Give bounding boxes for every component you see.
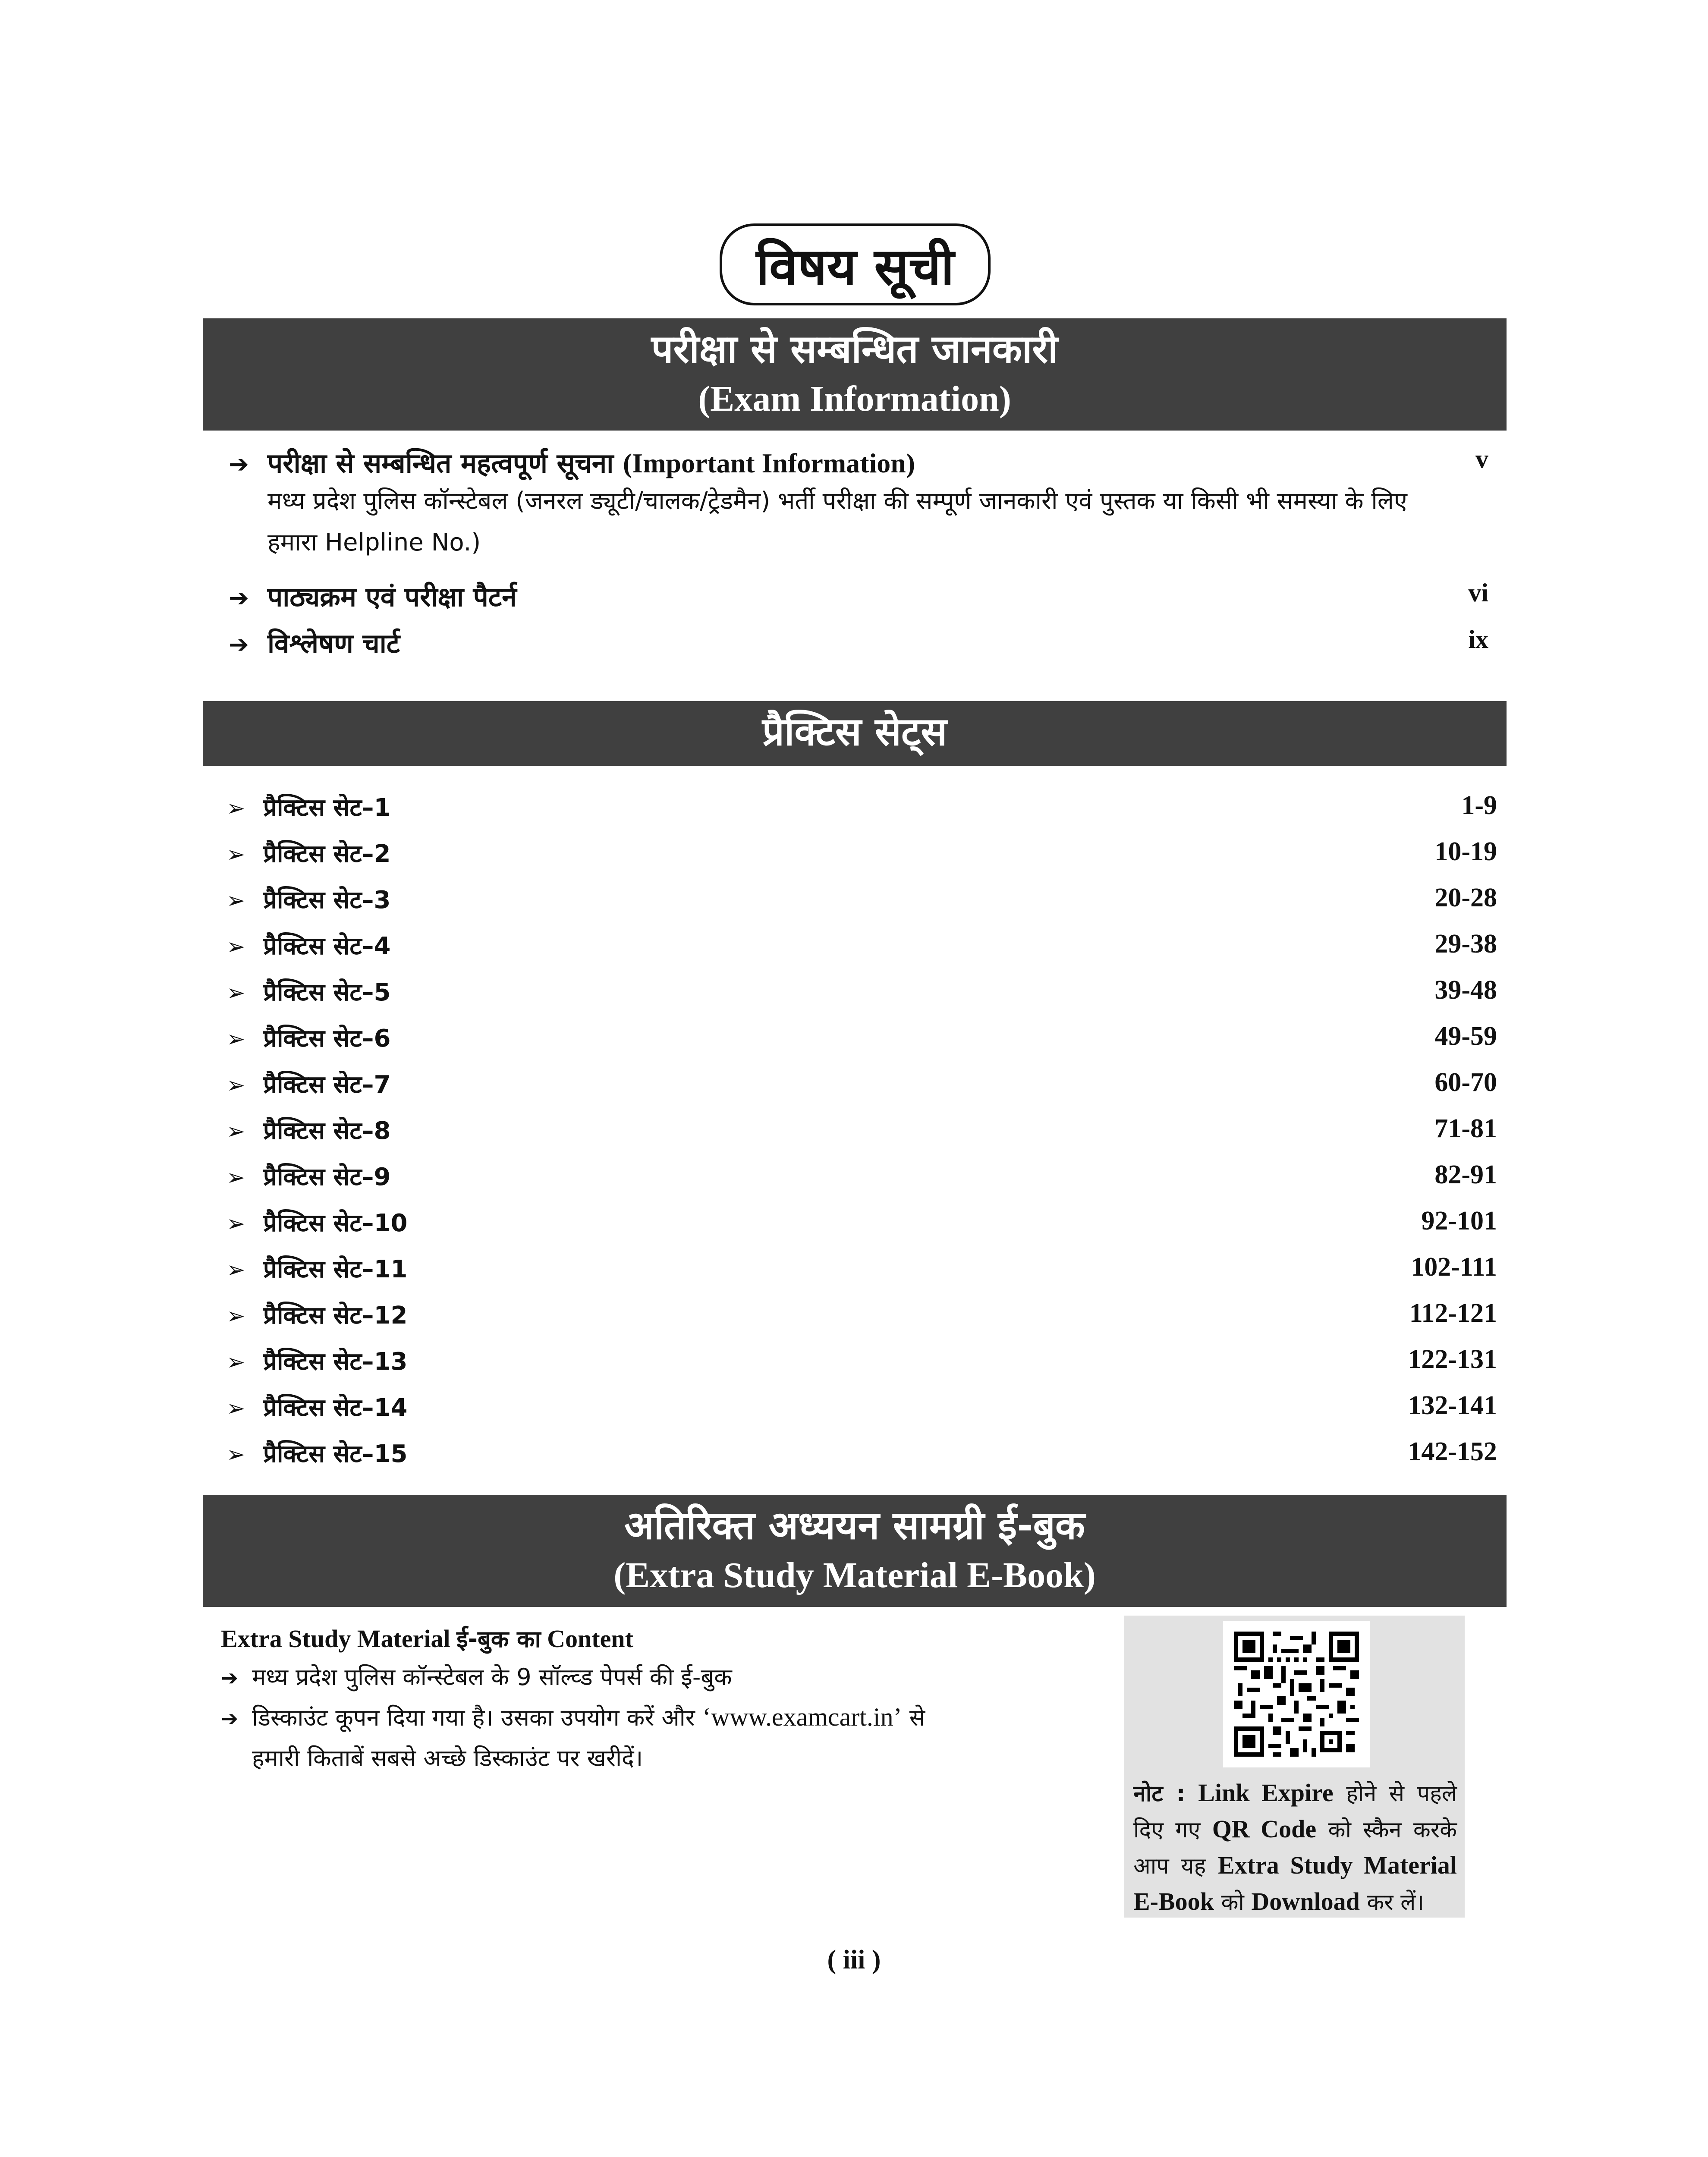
- toc-entry-practice-set-3[interactable]: [226, 883, 1497, 921]
- toc-entry-practice-set-15[interactable]: [226, 1437, 1497, 1475]
- toc-entry-practice-set-14[interactable]: [226, 1390, 1497, 1429]
- extra-content-item-discount: ➔ डिस्काउंट कूपन दिया गया है। उसका उपयोग करें और ‘www.examcart.in’ से हमारी किताबें सबसे अच्छे डिस्काउंट पर खरीदें।: [221, 1697, 1075, 1778]
- toc-entry-practice-set-4[interactable]: [226, 929, 1497, 968]
- entry-page-range: 122-131: [1408, 1345, 1497, 1374]
- entry-page-range: 60-70: [1434, 1068, 1497, 1097]
- entry-title: प्रैक्टिस सेट–3: [263, 886, 391, 914]
- toc-entry-practice-set-5[interactable]: [226, 975, 1497, 1014]
- extra-material-header: [203, 1495, 1507, 1607]
- arrowhead-icon: ➢: [226, 1072, 245, 1098]
- exam-info-heading-hindi: परीक्षा से सम्बन्धित जानकारी: [651, 327, 1058, 372]
- entry-page-range: 71-81: [1434, 1114, 1497, 1143]
- arrowhead-icon: ➢: [226, 1257, 245, 1283]
- qr-download-note: नोट : Link Expire होने से पहले दिए गए QR Code को स्कैन करके आप यह Extra Study Material E-Book को Download कर लें।: [1133, 1779, 1457, 1915]
- toc-entry-practice-set-6[interactable]: [226, 1021, 1497, 1060]
- toc-entry-practice-set-1[interactable]: [226, 790, 1497, 829]
- entry-page-number: ix: [1468, 625, 1488, 654]
- toc-entry-practice-set-13[interactable]: [226, 1344, 1497, 1383]
- entry-page-range: 92-101: [1421, 1206, 1497, 1236]
- arrowhead-icon: ➢: [226, 1303, 245, 1329]
- examcart-url-link[interactable]: ‘www.examcart.in’: [702, 1703, 902, 1731]
- entry-page-range: 82-91: [1434, 1160, 1497, 1189]
- arrow-right-icon: ➔: [229, 631, 249, 659]
- arrow-right-icon: ➔: [221, 1707, 239, 1731]
- entry-page-range: 132-141: [1408, 1391, 1497, 1420]
- arrowhead-icon: ➢: [226, 842, 245, 868]
- entry-title: प्रैक्टिस सेट–1: [263, 794, 391, 822]
- toc-entry-practice-set-7[interactable]: [226, 1067, 1497, 1106]
- entry-title: पाठ्यक्रम एवं परीक्षा पैटर्न: [267, 581, 517, 613]
- entry-title: प्रैक्टिस सेट–9: [263, 1163, 391, 1191]
- entry-page-range: 49-59: [1434, 1022, 1497, 1051]
- arrowhead-icon: ➢: [226, 1396, 245, 1421]
- toc-entry-practice-set-9[interactable]: [226, 1160, 1497, 1198]
- entry-page-range: 102-111: [1411, 1252, 1497, 1282]
- qr-code-panel: [1124, 1616, 1465, 1918]
- entry-title: प्रैक्टिस सेट–4: [263, 932, 391, 960]
- entry-page-number: v: [1475, 445, 1488, 473]
- toc-entry-practice-set-12[interactable]: [226, 1298, 1497, 1337]
- toc-entry-practice-set-10[interactable]: [226, 1206, 1497, 1245]
- entry-page-number: vi: [1468, 579, 1488, 607]
- entry-title: प्रैक्टिस सेट–14: [263, 1394, 408, 1422]
- entry-title: प्रैक्टिस सेट–6: [263, 1025, 391, 1053]
- entry-title: प्रैक्टिस सेट–15: [263, 1440, 408, 1468]
- entry-page-range: 20-28: [1434, 883, 1497, 912]
- entry-page-range: 1-9: [1461, 791, 1497, 820]
- entry-description: मध्य प्रदेश पुलिस कॉन्स्टेबल (जनरल ड्यूटी/चालक/ट्रेडमैन) भर्ती परीक्षा की सम्पूर्ण जानकारी एवं पुस्तक या किसी भी समस्या के लिए हमारा Helpline No.): [267, 487, 1407, 557]
- arrowhead-icon: ➢: [226, 888, 245, 914]
- arrowhead-icon: ➢: [226, 1119, 245, 1145]
- arrowhead-icon: ➢: [226, 796, 245, 821]
- qr-code-icon: [1234, 1632, 1359, 1757]
- extra-content-item-solved-papers: ➔ मध्य प्रदेश पुलिस कॉन्स्टेबल के 9 सॉल्व्ड पेपर्स की ई-बुक: [221, 1657, 1075, 1698]
- extra-material-heading-english: (Extra Study Material E-Book): [613, 1555, 1096, 1595]
- entry-title: प्रैक्टिस सेट–10: [263, 1209, 408, 1237]
- entry-page-range: 112-121: [1409, 1299, 1497, 1328]
- extra-content-title: Extra Study Material ई-बुक का Content: [221, 1625, 633, 1653]
- arrow-right-icon: ➔: [221, 1666, 239, 1690]
- toc-entry-syllabus[interactable]: [229, 578, 1488, 614]
- arrowhead-icon: ➢: [226, 1349, 245, 1375]
- entry-title: प्रैक्टिस सेट–12: [263, 1302, 408, 1330]
- exam-info-heading-english: (Exam Information): [698, 379, 1011, 419]
- arrow-right-icon: ➔: [229, 584, 249, 612]
- entry-title: प्रैक्टिस सेट–13: [263, 1348, 408, 1376]
- toc-entry-important-info[interactable]: [229, 444, 1488, 563]
- arrowhead-icon: ➢: [226, 934, 245, 960]
- page-title: विषय सूची: [720, 223, 991, 305]
- entry-title: प्रैक्टिस सेट–7: [263, 1071, 391, 1099]
- entry-page-range: 10-19: [1434, 837, 1497, 866]
- practice-sets-header: [203, 701, 1507, 766]
- toc-entry-practice-set-11[interactable]: [226, 1252, 1497, 1291]
- arrowhead-icon: ➢: [226, 1442, 245, 1468]
- entry-page-range: 142-152: [1408, 1437, 1497, 1466]
- entry-title: प्रैक्टिस सेट–5: [263, 978, 391, 1006]
- practice-sets-heading: प्रैक्टिस सेट्स: [762, 709, 947, 755]
- toc-entry-practice-set-2[interactable]: [226, 836, 1497, 875]
- qr-code[interactable]: [1223, 1621, 1370, 1767]
- arrowhead-icon: ➢: [226, 1026, 245, 1052]
- entry-page-range: 29-38: [1434, 929, 1497, 959]
- exam-info-header: [203, 318, 1507, 431]
- entry-title: विश्लेषण चार्ट: [267, 628, 400, 659]
- page-number: ( iii ): [827, 1945, 881, 1975]
- entry-title: प्रैक्टिस सेट–11: [263, 1255, 408, 1283]
- arrow-right-icon: ➔: [229, 450, 249, 478]
- entry-title: परीक्षा से सम्बन्धित महत्वपूर्ण सूचना (Important Information): [267, 447, 915, 479]
- arrowhead-icon: ➢: [226, 1211, 245, 1237]
- toc-entry-practice-set-8[interactable]: [226, 1113, 1497, 1152]
- arrowhead-icon: ➢: [226, 1165, 245, 1191]
- entry-title: प्रैक्टिस सेट–8: [263, 1117, 391, 1145]
- entry-title: प्रैक्टिस सेट–2: [263, 840, 391, 868]
- arrowhead-icon: ➢: [226, 980, 245, 1006]
- entry-page-range: 39-48: [1434, 975, 1497, 1005]
- toc-entry-analysis-chart[interactable]: [229, 625, 1488, 661]
- extra-material-heading-hindi: अतिरिक्त अध्ययन सामग्री ई-बुक: [624, 1503, 1085, 1548]
